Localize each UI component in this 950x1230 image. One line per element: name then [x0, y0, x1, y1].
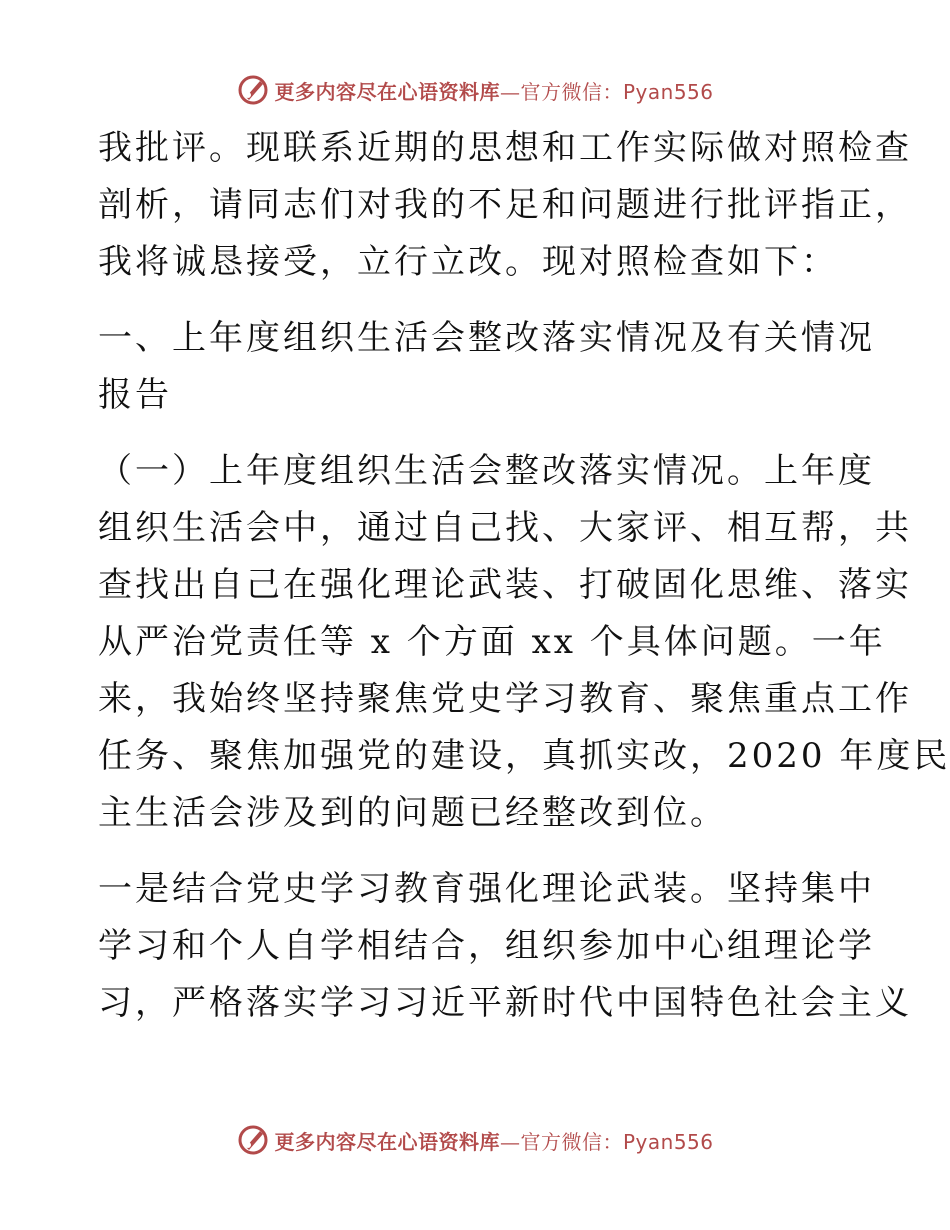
section-heading: 一、上年度组织生活会整改落实情况及有关情况	[98, 318, 875, 358]
subsection-heading: （一）上年度组织生活会整改落实情况。上年度	[98, 451, 875, 491]
body-line: 我批评。现联系近期的思想和工作实际做对照检查	[98, 128, 912, 168]
body-line: 查找出自己在强化理论武装、打破固化思维、落实	[98, 565, 912, 605]
body-line: 我将诚恳接受，立行立改。现对照检查如下：	[98, 242, 838, 282]
body-line: 习，严格落实学习习近平新时代中国特色社会主义	[98, 983, 912, 1023]
banner-wechat-label: 官方微信：	[520, 79, 623, 104]
body-line: 学习和个人自学相结合，组织参加中心组理论学	[98, 926, 875, 966]
banner-title: 更多内容尽在心语资料库	[274, 79, 500, 104]
banner-wechat-id: Pyan556	[622, 79, 714, 104]
banner-title: 更多内容尽在心语资料库	[274, 1129, 500, 1154]
body-line: 组织生活会中，通过自己找、大家评、相互帮，共	[98, 508, 912, 548]
banner-dash: —	[499, 1129, 521, 1154]
body-line: 主生活会涉及到的问题已经整改到位。	[98, 793, 727, 833]
body-line: 剖析，请同志们对我的不足和问题进行批评指正，	[98, 185, 912, 225]
body-line: 从严治党责任等 x 个方面 xx 个具体问题。一年	[98, 622, 886, 662]
banner-dash: —	[499, 79, 521, 104]
section-heading: 报告	[98, 375, 172, 415]
body-line: 任务、聚焦加强党的建设，真抓实改，2020 年度民	[98, 736, 950, 776]
footer-banner-text	[274, 1126, 713, 1155]
banner-wechat-id: Pyan556	[622, 1129, 714, 1154]
footer-banner	[0, 1120, 950, 1160]
pen-logo-icon	[236, 1123, 270, 1157]
body-line: 来，我始终坚持聚焦党史学习教育、聚焦重点工作	[98, 679, 912, 719]
banner-wechat-label: 官方微信：	[520, 1129, 623, 1154]
body-line: 一是结合党史学习教育强化理论武装。坚持集中	[98, 869, 875, 909]
